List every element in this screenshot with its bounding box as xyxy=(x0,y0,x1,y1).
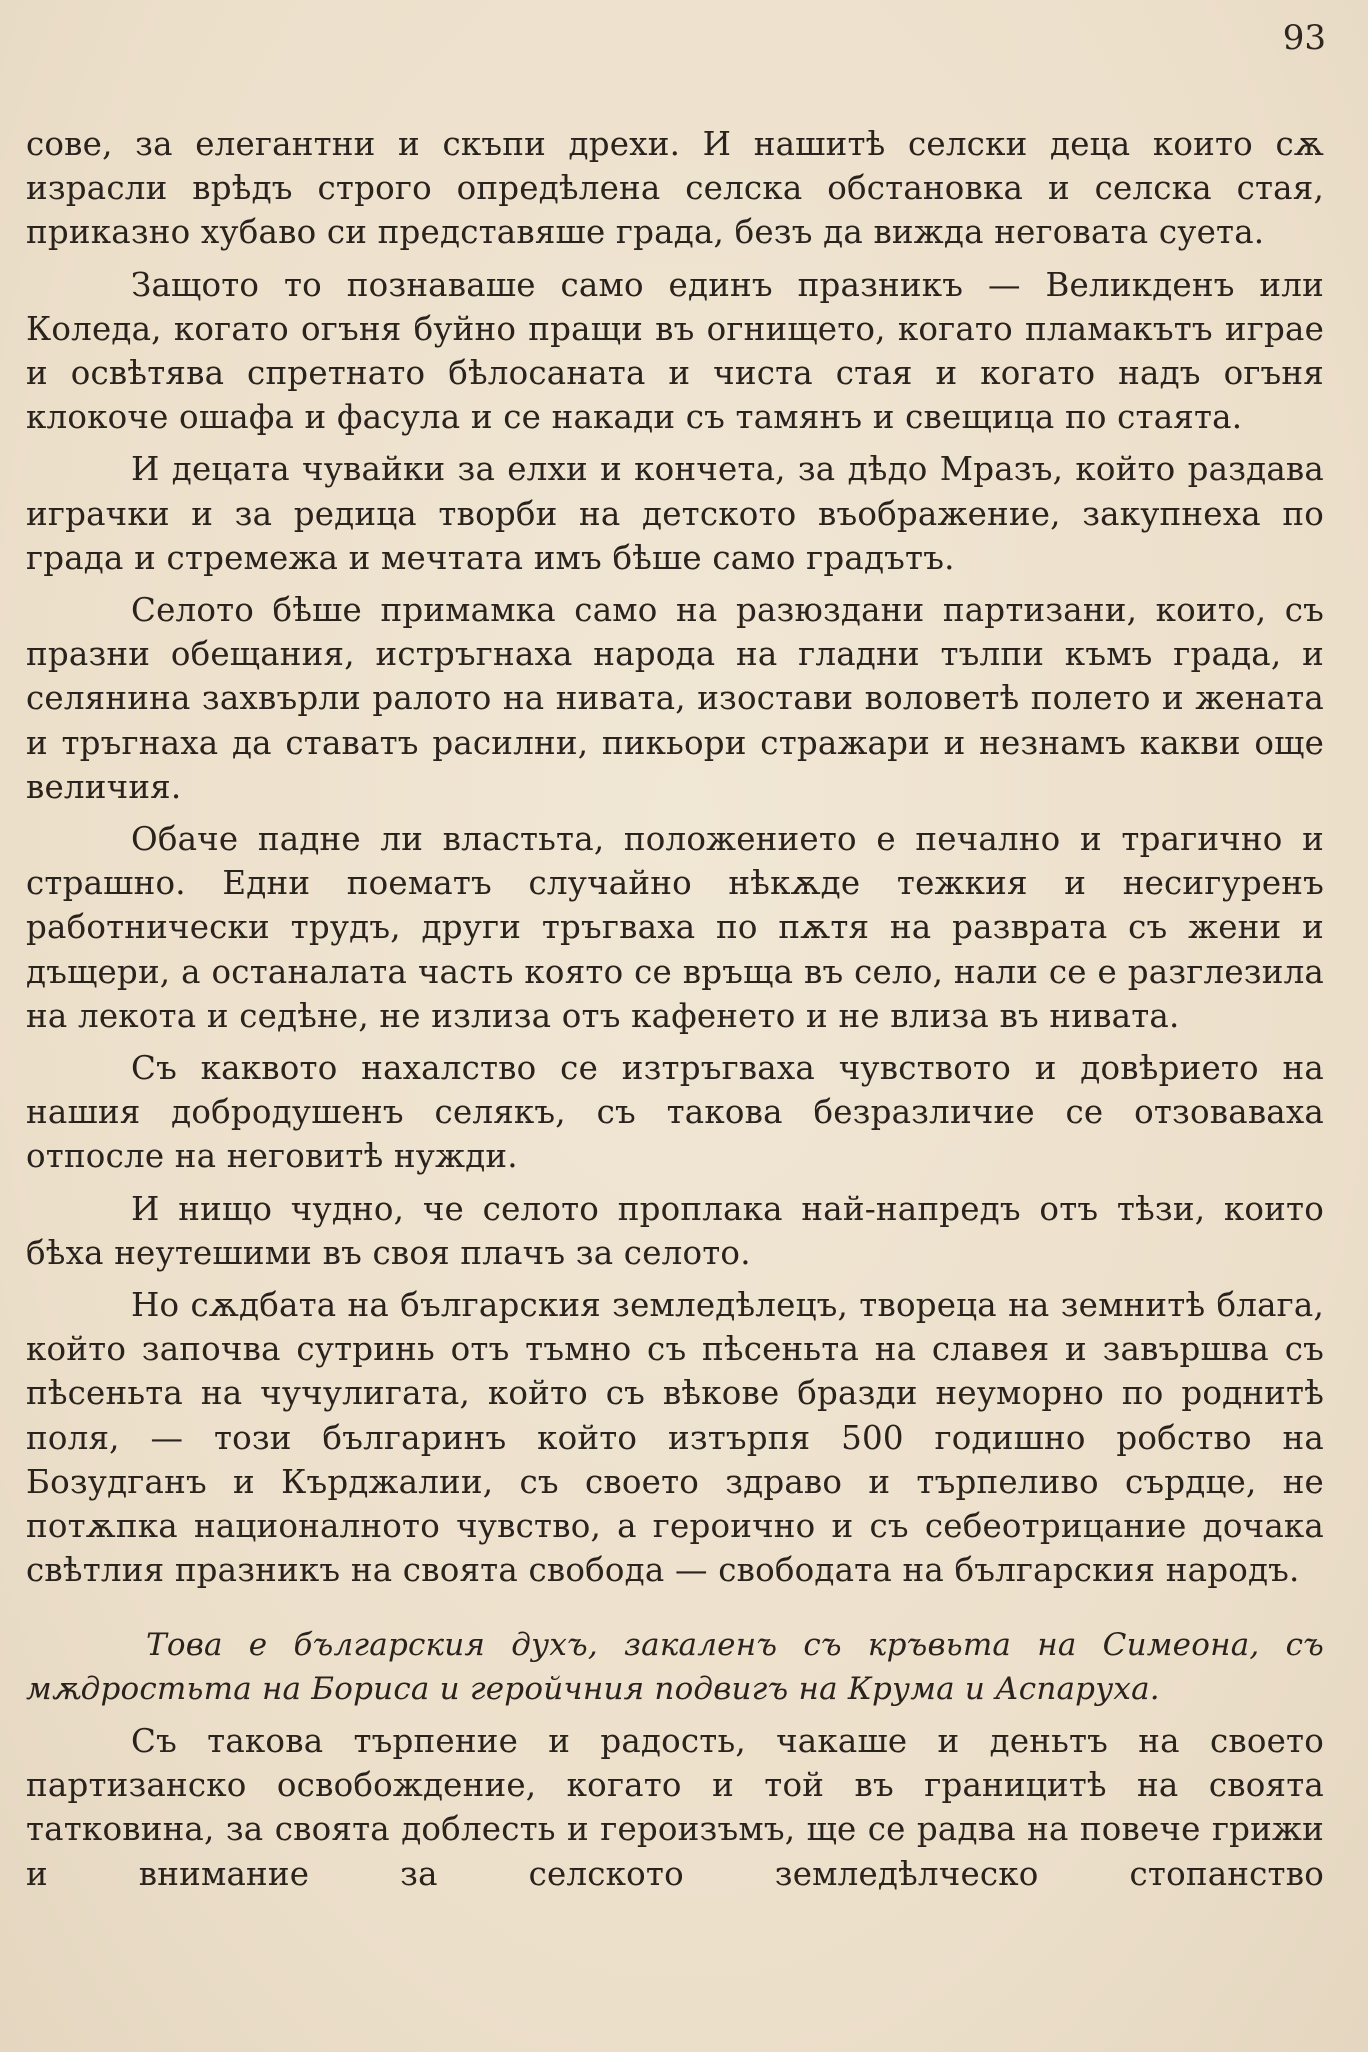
paragraph: Защото то познаваше само единъ празникъ — Великденъ или Коледа, когато огъня буйно пращи въ огнището, когато пламакътъ играе и освѣтява спретнато бѣлосаната и чиста стая и когато надъ огъня клокоче ошафа и фасула и се накади съ тамянъ и свещица по стаята. xyxy=(26,265,1324,437)
paragraph: Селото бѣше примамка само на разюздани партизани, които, съ празни обещания, истръгнаха народа на гладни тълпи къмъ града, и селянина захвърли ралото на нивата, изостави воловетѣ полето и жената и тръгнаха да ставатъ расилни, пикьори стражари и незнамъ какви още величия. xyxy=(26,591,1324,806)
paragraph: Съ каквото нахалство се изтръгваха чувството и довѣрието на нашия добродушенъ селякъ, съ такова безразличие се отзоваваха отпосле на неговитѣ нужди. xyxy=(26,1049,1324,1176)
paragraph: Съ такова търпение и радость, чакаше и деньтъ на своето партизанско освобождение, когато и той въ границитѣ на своята татковина, за своята доблесть и героизъмъ, ще се радва на повече грижи и внимание за селското земледѣлческо стопанство xyxy=(26,1721,1324,1893)
page-body xyxy=(26,122,1324,1896)
paragraph: Обаче падне ли властьта, положението е печално и трагично и страшно. Едни поематъ случайно нѣкѫде тежкия и несигуренъ работнически трудъ, други тръгваха по пѫтя на разврата съ жени и дъщери, а останалата часть която се връща въ село, нали се е разглезила на лекота и седѣне, не излиза отъ кафенето и не влиза въ нивата. xyxy=(26,820,1324,1035)
paragraph: Но сѫдбата на българския земледѣлецъ, твореца на земнитѣ блага, който започва сутринь отъ тъмно съ пѣсеньта на славея и завършва съ пѣсеньта на чучулигата, който съ вѣкове бразди неуморно по роднитѣ поля, — този българинъ който изтърпя 500 годишно робство на Бозудганъ и Кърджалии, съ своето здраво и търпеливо сърдце, не потѫпка националното чувство, а героично и съ себеотрицание дочака свѣтлия празникъ на своята свобода — свободата на българския народъ. xyxy=(26,1286,1324,1590)
paragraph: И децата чувайки за елхи и кончета, за дѣдо Мразъ, който раздава играчки и за редица творби на детското въображение, закупнеха по града и стремежа и мечтата имъ бѣше само градътъ. xyxy=(26,450,1324,577)
paragraph: И нищо чудно, че селото проплака най-напредъ отъ тѣзи, които бѣха неутешими въ своя плачъ за селото. xyxy=(26,1189,1324,1272)
paragraph: сове, за елегантни и скъпи дрехи. И нашитѣ селски деца които сѫ израсли врѣдъ строго опредѣлена селска обстановка и селска стая, приказно хубаво си представяше града, безъ да вижда неговата суета. xyxy=(26,125,1324,252)
italic-paragraph: Това е българския духъ, закаленъ съ кръвьта на Симеона, съ мѫдростьта на Бориса и геройчния подвигъ на Крума и Аспаруха. xyxy=(26,1626,1324,1707)
page-number: 93 xyxy=(1282,18,1326,58)
